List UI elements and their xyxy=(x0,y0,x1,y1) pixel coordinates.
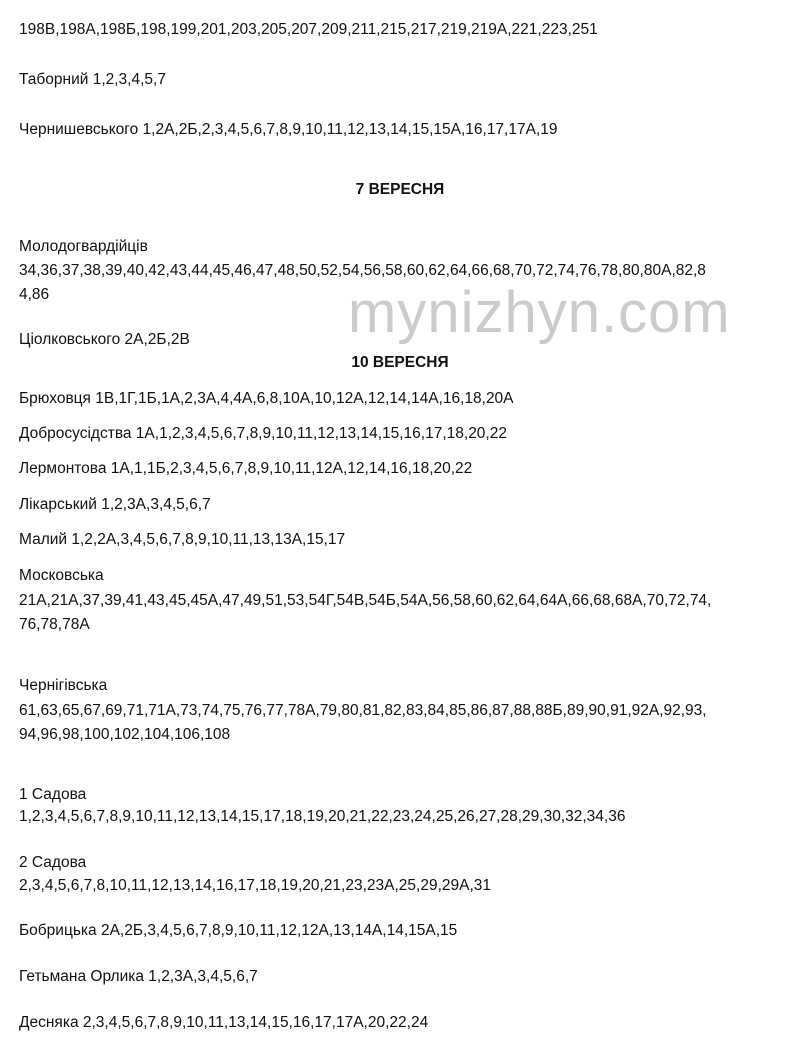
address-line: 61,63,65,67,69,71,71А,73,74,75,76,77,78А,79,80,81,82,83,84,85,86,87,88,88Б,89,90,91,92А,92,93, xyxy=(19,702,707,719)
street-line-chernyshevskoho: Чернишевського 1,2А,2Б,2,3,4,5,6,7,8,9,10,11,12,13,14,15,15А,16,17,17А,19 xyxy=(19,121,558,138)
address-line: 4,86 xyxy=(19,286,50,303)
address-line: 76,78,78А xyxy=(19,616,90,633)
street-name-molodogvardiytsiv: Молодогвардійців xyxy=(19,238,148,255)
street-line-bobrytska: Бобрицька 2А,2Б,3,4,5,6,7,8,9,10,11,12,12А,13,14А,14,15А,15 xyxy=(19,922,458,939)
street-line-briukhovtsia: Брюховця 1В,1Г,1Б,1А,2,3А,4,4А,6,8,10А,10,12А,12,14,14А,16,18,20А xyxy=(19,390,514,407)
address-line: 1,2,3,4,5,6,7,8,9,10,11,12,13,14,15,17,18,19,20,21,22,23,24,25,26,27,28,29,30,32,34,36 xyxy=(19,808,626,825)
street-line-desniaka: Десняка 2,3,4,5,6,7,8,9,10,11,13,14,15,16,17,17А,20,22,24 xyxy=(19,1014,429,1031)
street-line-dobrosusidstva: Добросусідства 1А,1,2,3,4,5,6,7,8,9,10,11,12,13,14,15,16,17,18,20,22 xyxy=(19,425,507,442)
date-heading-sep-10: 10 ВЕРЕСНЯ xyxy=(351,354,449,371)
street-line-taborny: Таборний 1,2,3,4,5,7 xyxy=(19,71,166,88)
street-line-likarskyi: Лікарський 1,2,3А,3,4,5,6,7 xyxy=(19,496,211,513)
street-name-chernihivska: Чернігівська xyxy=(19,677,108,694)
street-name-2-sadova: 2 Садова xyxy=(19,854,87,871)
street-line-malyi: Малий 1,2,2А,3,4,5,6,7,8,9,10,11,13,13А,15,17 xyxy=(19,531,346,548)
address-line: 2,3,4,5,6,7,8,10,11,12,13,14,16,17,18,19,20,21,23,23А,25,29,29А,31 xyxy=(19,877,492,894)
address-line: 21А,21А,37,39,41,43,45,45А,47,49,51,53,54Г,54В,54Б,54А,56,58,60,62,64,64А,66,68,68А,70,72,74, xyxy=(19,592,712,609)
street-name-moskovska: Московська xyxy=(19,567,104,584)
street-line-lermontova: Лермонтова 1А,1,1Б,2,3,4,5,6,7,8,9,10,11,12А,12,14,16,18,20,22 xyxy=(19,460,473,477)
street-line-hetmana-orlyka: Гетьмана Орлика 1,2,3А,3,4,5,6,7 xyxy=(19,968,258,985)
address-line: 94,96,98,100,102,104,106,108 xyxy=(19,726,231,743)
street-line-tsiolkovskoho: Ціолковського 2А,2Б,2В xyxy=(19,331,190,348)
watermark: mynizhyn.com xyxy=(348,280,731,345)
date-heading-sep-7: 7 ВЕРЕСНЯ xyxy=(355,181,445,198)
address-line: 34,36,37,38,39,40,42,43,44,45,46,47,48,50,52,54,56,58,60,62,64,66,68,70,72,74,76,78,80,80А,82,8 xyxy=(19,262,706,279)
street-name-1-sadova: 1 Садова xyxy=(19,786,87,803)
address-line: 198В,198А,198Б,198,199,201,203,205,207,209,211,215,217,219,219А,221,223,251 xyxy=(19,21,598,38)
